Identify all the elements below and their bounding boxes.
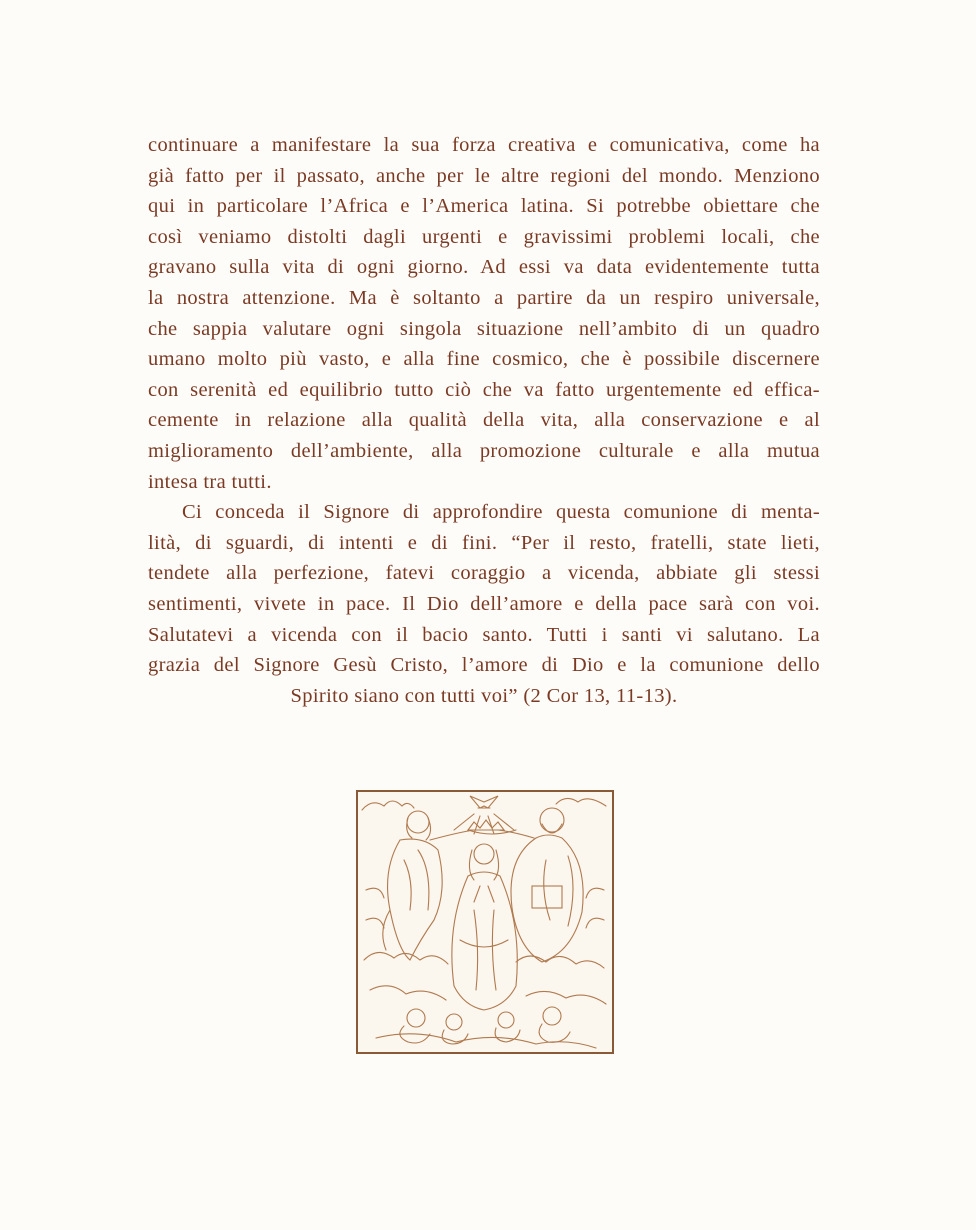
text-line: gravano sulla vita di ogni giorno. Ad essi va data evidentemente tutta — [148, 256, 820, 279]
text-line: così veniamo distolti dagli urgenti e gravissimi problemi locali, che — [148, 225, 820, 248]
text-line: continuare a manifestare la sua forza creativa e comunicativa, come ha — [148, 134, 820, 156]
text-line: Ci conceda il Signore di approfondire questa comunione di menta- — [182, 501, 820, 524]
engraving-illustration — [356, 790, 614, 1054]
text-line: intesa tra tutti. — [148, 470, 272, 493]
text-line: la nostra attenzione. Ma è soltanto a partire da un respiro universale, — [148, 286, 820, 309]
text-line: Salutatevi a vicenda con il bacio santo. Tutti i santi vi salutano. La — [148, 623, 820, 646]
page-body-text — [148, 130, 820, 711]
text-line: con serenità ed equilibrio tutto ciò che va fatto urgentemente ed effica- — [148, 378, 820, 401]
paragraph-2 — [148, 497, 820, 711]
text-line: qui in particolare l’Africa e l’America latina. Si potrebbe obiettare che — [148, 195, 820, 218]
paragraph-1 — [148, 130, 820, 497]
text-line: grazia del Signore Gesù Cristo, l’amore di Dio e la comunione dello — [148, 654, 820, 677]
text-line: lità, di sguardi, di intenti e di fini. “Per il resto, fratelli, state lieti, — [148, 531, 820, 554]
text-line: che sappia valutare ogni singola situazione nell’ambito di un quadro — [148, 317, 820, 340]
text-line: cemente in relazione alla qualità della vita, alla conservazione e al — [148, 409, 820, 432]
text-line: umano molto più vasto, e alla fine cosmico, che è possibile discernere — [148, 348, 820, 371]
coronation-engraving-icon — [356, 790, 614, 1054]
text-line: già fatto per il passato, anche per le altre regioni del mondo. Menziono — [148, 164, 820, 187]
text-line: miglioramento dell’ambiente, alla promozione culturale e alla mutua — [148, 439, 820, 462]
text-line: tendete alla perfezione, fatevi coraggio a vicenda, abbiate gli stessi — [148, 562, 820, 585]
text-line: sentimenti, vivete in pace. Il Dio dell’amore e della pace sarà con voi. — [148, 592, 820, 615]
text-line-final: Spirito siano con tutti voi” (2 Cor 13, 11-13). — [290, 684, 678, 707]
